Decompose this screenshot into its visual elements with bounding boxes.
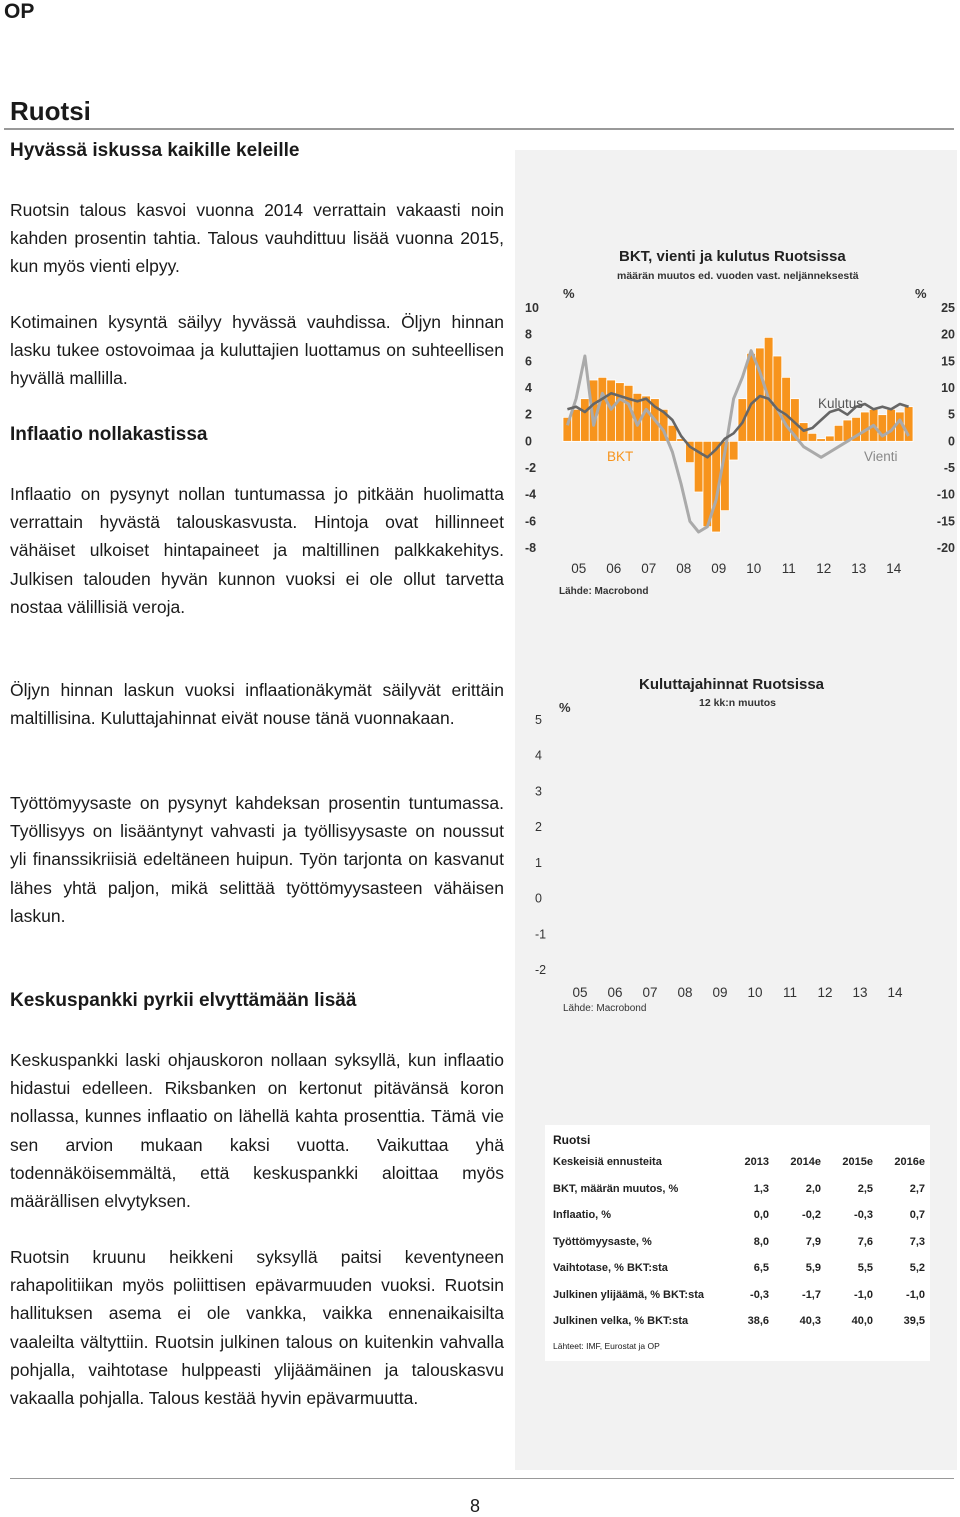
- chart1-left-tick: -2: [525, 461, 537, 475]
- chart1-x-tick: 11: [781, 561, 796, 576]
- page-number: 8: [470, 1496, 481, 1516]
- chart1-right-tick: 15: [941, 354, 955, 369]
- chart2-source: Lähde: Macrobond: [563, 1003, 647, 1014]
- paragraph-demand: Kotimainen kysyntä säilyy hyvässä vauhdissa. Öljyn hinnan lasku tukee ostovoimaa ja kuluttajien luottamus on suhteellisen hyvällä mallilla.: [10, 312, 504, 389]
- chart2-y-tick: -2: [535, 963, 547, 977]
- chart2-x-tick: 14: [887, 985, 903, 1000]
- table-row: [553, 1229, 925, 1256]
- chart2-unit: %: [559, 700, 571, 715]
- chart1-x-tick: 08: [676, 561, 692, 576]
- chart1-right-tick: 5: [948, 407, 955, 422]
- paragraph-krona: Ruotsin kruunu heikkeni syksyllä paitsi keventyneen rahapolitiikan myös poliittisen epävarmuuden vuoksi. Ruotsin hallituksen asema ei ole vankka, vaikka ennenaikaisilta vaaleilta vältyttiin. Ruotsin julkinen talous on kuitenkin vahvalla pohjalla, vaihtotase hulppeasti ylijäämäinen ja talouskasvu vakaalla pohjalla. Talous kestää hyvin epävarmuutta.: [10, 1247, 504, 1409]
- chart1-x-tick: 09: [711, 561, 727, 576]
- paragraph-central-bank: Keskuspankki laski ohjauskoron nollaan syksyllä, kun inflaatio hidastui edelleen. Riksbanken on kertonut pitävänsä koron nollassa, kunnes inflaatio on lähellä kahta prosenttia. Tämä vie sen arvion mukaan kaksi vuotta. Vaikuttaa yhä todennäköisemmältä, että keskuspankki aloittaa myös määrällisen elvytyksen.: [10, 1050, 504, 1212]
- table-value-cell: 2,5: [857, 1182, 873, 1195]
- table-value-cell: -0,3: [750, 1288, 769, 1301]
- chart1-left-tick: -6: [525, 514, 537, 529]
- chart1-right-tick: -10: [936, 487, 955, 502]
- chart2-y-tick: 0: [535, 891, 542, 906]
- chart2-y-tick: 5: [535, 713, 542, 727]
- chart2-x-tick: 12: [817, 985, 833, 1000]
- paragraph-growth: Ruotsin talous kasvoi vuonna 2014 verrattain vakaasti noin kahden prosentin tahtia. Talous vauhdittuu lisää vuonna 2015, kun myös vienti elpyy.: [10, 200, 504, 277]
- table-value-cell: 2013: [744, 1156, 769, 1169]
- chart1-right-tick: -5: [943, 461, 955, 475]
- table-label-cell: Inflaatio, %: [553, 1209, 612, 1222]
- chart1-left-tick: -8: [525, 541, 537, 555]
- chart1-label-vienti: Vienti: [864, 449, 898, 464]
- table-value-cell: 2014e: [790, 1156, 821, 1169]
- chart1-source: Lähde: Macrobond: [559, 586, 649, 597]
- table-value-cell: 2015e: [842, 1156, 873, 1169]
- chart2-title: Kuluttajahinnat Ruotsissa: [639, 676, 825, 693]
- chart1-bar-bkt: [616, 383, 625, 442]
- chart1-right-tick: 0: [948, 434, 955, 449]
- chart2-x-tick: 13: [852, 985, 868, 1000]
- table-value-cell: 1,3: [753, 1182, 769, 1195]
- heading-central-bank: Keskuspankki pyrkii elvyttämään lisää: [10, 990, 357, 1011]
- chart2-x-tick: 11: [782, 985, 798, 1000]
- table-row: [553, 1176, 925, 1203]
- chart2-subtitle: 12 kk:n muutos: [699, 697, 777, 709]
- chart1-x-tick: 13: [851, 561, 867, 576]
- chart1-bar-bkt: [581, 399, 590, 442]
- chart1-plot: [515, 240, 957, 620]
- table-value-cell: 38,6: [747, 1315, 769, 1328]
- chart1-right-tick: 10: [941, 381, 955, 395]
- chart1-right-tick: -15: [936, 514, 955, 529]
- page-subtitle: Hyvässä iskussa kaikille keleille: [10, 140, 300, 161]
- chart1-x-tick: 14: [886, 561, 902, 576]
- chart2-x-tick: 09: [712, 985, 728, 1000]
- footer-divider: [10, 1478, 954, 1479]
- header-divider: [4, 128, 954, 130]
- chart1-left-tick: 0: [525, 434, 532, 449]
- chart1-label-bkt: BKT: [607, 449, 634, 464]
- table-value-cell: -0,3: [854, 1209, 873, 1222]
- table-value-cell: 5,2: [909, 1262, 925, 1275]
- chart1-title: BKT, vienti ja kulutus Ruotsissa: [619, 248, 846, 265]
- chart1-right-tick: -20: [936, 541, 955, 555]
- chart1-left-tick: -4: [525, 487, 537, 502]
- chart-consumer-prices: [515, 668, 957, 1028]
- table-title: Ruotsi: [553, 1133, 591, 1147]
- table-value-cell: -1,0: [906, 1288, 925, 1301]
- table-source: Lähteet: IMF, Eurostat ja OP: [553, 1341, 660, 1351]
- chart2-x-tick: 10: [747, 985, 763, 1000]
- section-title: Ruotsi: [10, 96, 91, 126]
- chart2-x-tick: 08: [677, 985, 693, 1000]
- table-value-cell: 7,3: [909, 1235, 925, 1248]
- table-label-cell: BKT, määrän muutos, %: [553, 1182, 679, 1195]
- chart1-bar-bkt: [808, 433, 817, 441]
- chart2-plot: [515, 668, 957, 1028]
- table-row: [553, 1255, 925, 1282]
- forecast-table-box: [545, 1125, 930, 1361]
- table-value-cell: 2016e: [894, 1156, 925, 1169]
- chart1-bar-bkt: [572, 409, 581, 441]
- chart1-x-tick: 06: [606, 561, 622, 576]
- chart2-y-tick: 2: [535, 820, 542, 835]
- table-header-row: [553, 1149, 925, 1176]
- chart1-bar-bkt: [747, 353, 756, 441]
- table-value-cell: 2,7: [909, 1182, 925, 1195]
- chart2-x-tick: 07: [642, 985, 658, 1000]
- chart2-y-tick: 4: [535, 748, 542, 763]
- chart1-left-tick: 10: [525, 301, 539, 315]
- chart1-bar-bkt: [799, 423, 808, 442]
- table-value-cell: 39,5: [903, 1315, 925, 1328]
- table-label-cell: Julkinen velka, % BKT:sta: [553, 1315, 689, 1328]
- chart1-left-tick: 8: [525, 327, 532, 342]
- table-row: [553, 1202, 925, 1229]
- chart1-x-tick: 10: [746, 561, 762, 576]
- chart1-bar-bkt: [826, 436, 835, 441]
- chart1-left-tick: 6: [525, 354, 532, 369]
- chart1-bar-bkt: [904, 407, 913, 442]
- table-value-cell: 8,0: [753, 1235, 769, 1248]
- table-label-cell: Julkinen ylijäämä, % BKT:sta: [553, 1288, 704, 1301]
- chart1-x-tick: 07: [641, 561, 657, 576]
- table-value-cell: 6,5: [753, 1262, 769, 1275]
- table-value-cell: 5,5: [857, 1262, 873, 1275]
- table-value-cell: -0,2: [802, 1209, 821, 1222]
- table-value-cell: 5,9: [805, 1262, 821, 1275]
- table-row: [553, 1282, 925, 1309]
- chart2-x-tick: 05: [572, 985, 588, 1000]
- chart2-y-tick: 1: [535, 855, 542, 870]
- table-value-cell: 2,0: [805, 1182, 821, 1195]
- table-value-cell: -1,0: [854, 1288, 873, 1301]
- table-value-cell: 40,3: [799, 1315, 821, 1328]
- paragraph-inflation-outlook: Öljyn hinnan laskun vuoksi inflaationäkymät säilyvät erittäin maltillisina. Kuluttajahinnat eivät nouse tänä vuonnakaan.: [10, 680, 504, 729]
- table-value-cell: 40,0: [851, 1315, 873, 1328]
- chart1-bar-bkt: [729, 441, 738, 460]
- chart1-right-unit: %: [915, 286, 927, 301]
- table-label-cell: Vaihtotase, % BKT:sta: [553, 1262, 668, 1275]
- table-label-cell: Keskeisiä ennusteita: [553, 1156, 662, 1169]
- table-value-cell: 0,0: [753, 1209, 769, 1222]
- table-row: [553, 1308, 925, 1335]
- forecast-table: [553, 1149, 925, 1335]
- table-label-cell: Työttömyysaste, %: [553, 1235, 652, 1248]
- table-value-cell: 7,9: [805, 1235, 821, 1248]
- brand-logo-text: OP: [4, 0, 35, 23]
- chart2-y-tick: -1: [535, 927, 547, 942]
- paragraph-inflation: Inflaatio on pysynyt nollan tuntumassa jo pitkään huolimatta verrattain hyvästä talouskasvusta. Hintoja ovat hillinneet vähäiset ulkoiset hintapaineet ja maltillinen palkkakehitys. Julkisen talouden hyvän kunnon vuoksi ei ole ollut tarvetta nostaa välillisiä veroja.: [10, 484, 504, 617]
- chart1-left-tick: 4: [525, 381, 532, 395]
- chart1-bar-bkt: [834, 425, 843, 441]
- chart2-x-tick: 06: [607, 985, 623, 1000]
- chart1-x-tick: 05: [571, 561, 587, 576]
- table-value-cell: 0,7: [909, 1209, 925, 1222]
- chart1-left-tick: 2: [525, 407, 532, 422]
- chart1-left-unit: %: [563, 286, 575, 301]
- table-value-cell: -1,7: [802, 1288, 821, 1301]
- chart1-bar-bkt: [773, 356, 782, 441]
- chart1-x-tick: 12: [816, 561, 832, 576]
- chart1-subtitle: määrän muutos ed. vuoden vast. neljänneksestä: [617, 270, 859, 282]
- chart2-y-tick: 3: [535, 784, 542, 799]
- chart1-right-tick: 25: [941, 301, 955, 315]
- chart1-label-kulutus: Kulutus: [818, 396, 864, 411]
- chart-gdp-exports-consumption: [515, 240, 957, 620]
- chart1-bar-bkt: [817, 439, 826, 442]
- heading-inflation: Inflaatio nollakastissa: [10, 424, 208, 445]
- table-value-cell: 7,6: [857, 1235, 873, 1248]
- chart1-bar-bkt: [861, 412, 870, 441]
- chart1-right-tick: 20: [941, 327, 955, 342]
- chart1-bar-bkt: [782, 377, 791, 441]
- paragraph-unemployment: Työttömyysaste on pysynyt kahdeksan prosentin tuntumassa. Työllisyys on lisääntynyt vahvasti ja työllisyysaste on noussut yli finanssikriisiä edeltäneen huipun. Työn tarjonta on kasvanut lähes yhtä paljon, mikä selittää työttömyysasteen vähäisen laskun.: [10, 793, 504, 926]
